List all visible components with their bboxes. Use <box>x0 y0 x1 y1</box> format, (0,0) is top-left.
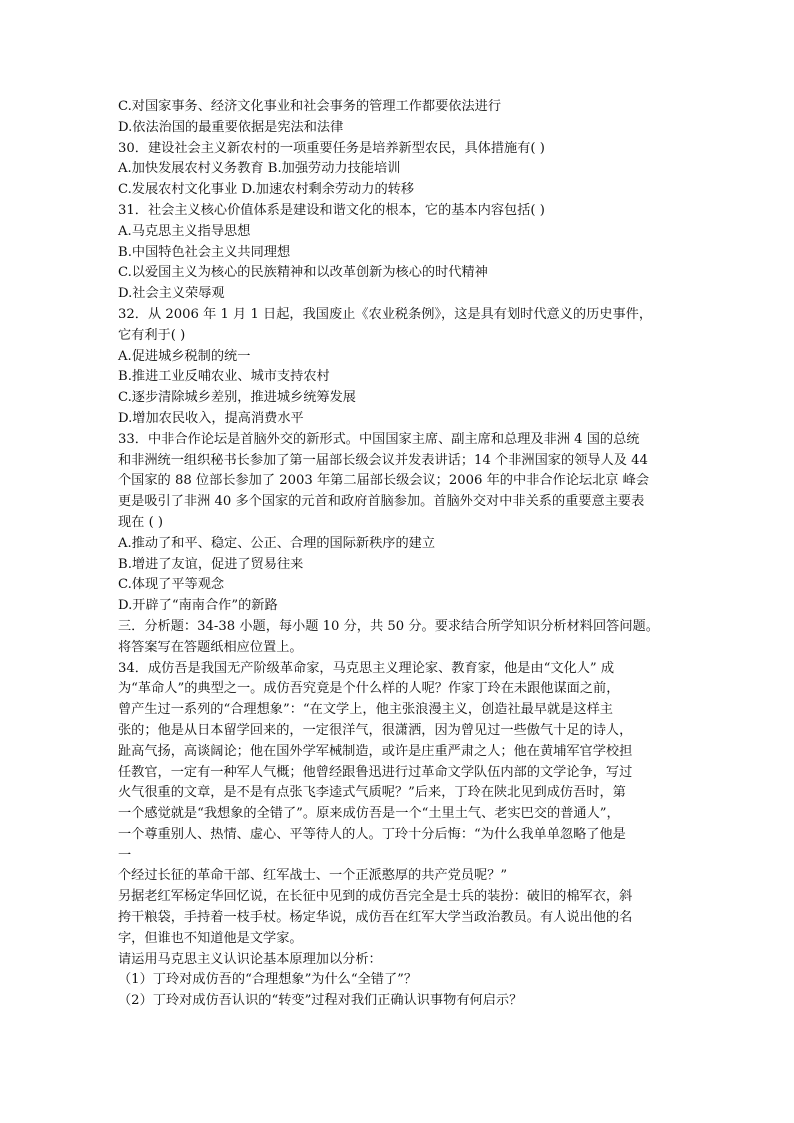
text-line: 个经过长征的革命干部、红军战士、一个正派憨厚的共产党员呢？” <box>118 868 508 884</box>
text-line: C.逐步清除城乡差别，推进城乡统筹发展 <box>118 390 356 406</box>
text-line: 32．从 2006 年 1 月 1 日起，我国废止《农业税条例》，这是具有划时代意义的历史事件， <box>118 306 653 322</box>
text-line: A.马克思主义指导思想 <box>118 223 251 239</box>
text-line: D.社会主义荣辱观 <box>118 286 225 302</box>
text-line: 字，但谁也不知道他是文学家。 <box>118 930 303 946</box>
text-line: D.开辟了“南南合作”的新路 <box>118 598 278 614</box>
text-line: A.推动了和平、稳定、公正、合理的国际新秩序的建立 <box>118 535 436 551</box>
text-line: B.增进了友谊，促进了贸易往来 <box>118 556 304 572</box>
text-line: C.以爱国主义为核心的民族精神和以改革创新为核心的时代精神 <box>118 265 488 281</box>
text-line: C.发展农村文化事业 D.加速农村剩余劳动力的转移 <box>118 182 415 198</box>
text-line: 一个感觉就是“我想象的全错了”。原来成仿吾是一个“土里土气、老实巴交的普通人”， <box>118 806 620 822</box>
text-line: 将答案写在答题纸相应位置上。 <box>118 639 303 655</box>
text-line: A.促进城乡税制的统一 <box>118 348 251 364</box>
text-line: 个国家的 88 位部长参加了 2003 年第二届部长级会议；2006 年的中非合作论坛北京 峰会 <box>118 473 650 489</box>
text-line: 火气很重的文章，是不是有点张飞李逵式气质呢？”后来，丁玲在陕北见到成仿吾时，第 <box>118 785 626 801</box>
text-line: 趾高气扬，高谈阔论；他在国外学军械制造，或许是庄重严肃之人；他在黄埔军官学校担 <box>118 743 633 759</box>
text-line: B.中国特色社会主义共同理想 <box>118 244 291 260</box>
text-line: C.体现了平等观念 <box>118 577 225 593</box>
text-line: 挎干粮袋，手持着一枝手杖。杨定华说，成仿吾在红军大学当政治教员。有人说出他的名 <box>118 910 633 926</box>
text-line: B.推进工业反哺农业、城市支持农村 <box>118 369 330 385</box>
text-line: 一个尊重别人、热情、虚心、平等待人的人。丁玲十分后悔：“为什么我单单忽略了他是 <box>118 826 626 842</box>
text-line: 34．成仿吾是我国无产阶级革命家，马克思主义理论家、教育家，他是由“文化人” 成 <box>118 660 615 676</box>
text-line: 31．社会主义核心价值体系是建设和谐文化的根本，它的基本内容包括( ) <box>118 202 545 218</box>
text-line: 和非洲统一组织秘书长参加了第一届部长级会议并发表讲话；14 个非洲国家的领导人及 44 <box>118 452 648 468</box>
text-line: 更是吸引了非洲 40 多个国家的元首和政府首脑参加。首脑外交对中非关系的重要意主要表 <box>118 494 645 510</box>
text-line: C.对国家事务、经济文化事业和社会事务的管理工作都要依法进行 <box>118 99 502 114</box>
text-line: D.依法治国的最重要依据是宪法和法律 <box>118 119 344 135</box>
text-line: 任教官，一定有一种军人气概；他曾经跟鲁迅进行过革命文学队伍内部的文学论争，写过 <box>118 764 633 780</box>
text-line: 为“革命人”的典型之一。成仿吾究竟是个什么样的人呢？作家丁玲在未跟他谋面之前， <box>118 681 620 697</box>
text-line: A.加快发展农村义务教育 B.加强劳动力技能培训 <box>118 161 401 177</box>
text-line: 三．分析题：34-38 小题，每小题 10 分，共 50 分。要求结合所学知识分析材料回答问题。 <box>118 618 659 634</box>
text-line: （2）丁玲对成仿吾认识的“转变”过程对我们正确认识事物有何启示？ <box>118 993 523 1009</box>
text-line: 曾产生过一系列的“合理想象”：“在文学上，他主张浪漫主义，创造社最早就是这样主 <box>118 702 613 718</box>
text-line: 它有利于( ) <box>118 327 186 343</box>
text-line: 33．中非合作论坛是首脑外交的新形式。中国国家主席、副主席和总理及非洲 4 国的总统 <box>118 431 640 447</box>
text-line: 一 <box>118 847 132 863</box>
text-line: D.增加农民收入，提高消费水平 <box>118 410 304 426</box>
text-line: （1）丁玲对成仿吾的“合理想象”为什么“全错了”？ <box>118 972 418 988</box>
text-line: 现在 ( ) <box>118 514 164 530</box>
text-line: 张的；他是从日本留学回来的，一定很洋气，很潇洒，因为曾见过一些傲气十足的诗人， <box>118 722 633 738</box>
text-line: 另据老红军杨定华回忆说，在长征中见到的成仿吾完全是士兵的装扮：破旧的棉军衣，斜 <box>118 889 633 905</box>
text-line: 请运用马克思主义认识论基本原理加以分析： <box>118 951 382 967</box>
document-body <box>118 97 678 1012</box>
text-line: 30．建设社会主义新农村的一项重要任务是培养新型农民，具体措施有( ) <box>118 140 545 156</box>
